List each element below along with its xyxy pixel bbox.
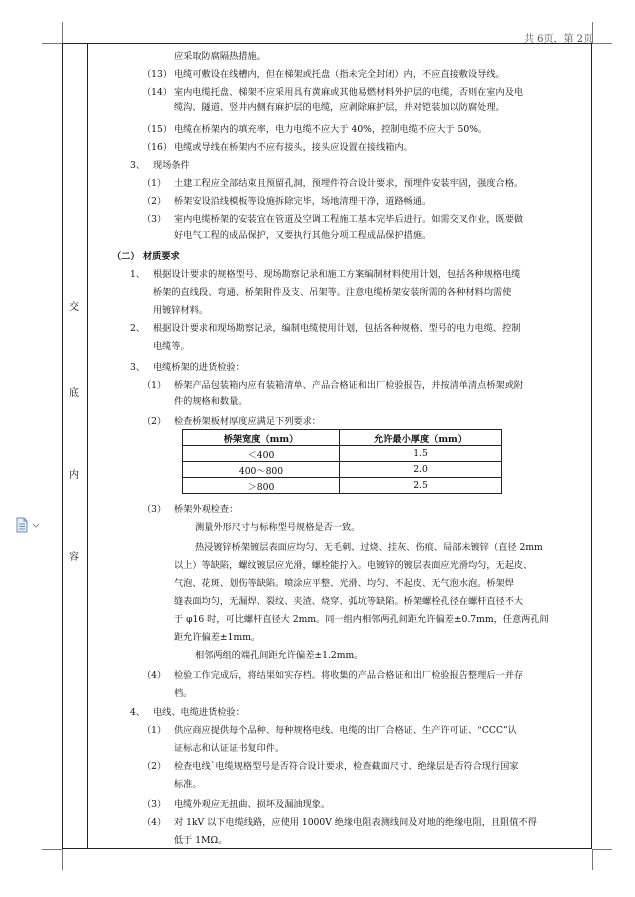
item-number: 1、 — [130, 269, 146, 280]
table-header-cell: 桥架宽度（mm） — [183, 430, 340, 446]
side-label-char: 内 — [69, 470, 79, 481]
text-line: 检查电线`电缆规格型号是否符合设计要求，检查截面尺寸、绝缘层是否符合现行国家 — [174, 761, 519, 772]
text-line: 相邻两组的端孔间距允许偏差±1.2mm。 — [195, 650, 364, 661]
item-number: 4、 — [130, 707, 146, 718]
table-cell: ＞800 — [183, 478, 340, 494]
item-number: （1） — [142, 725, 167, 736]
text-line: 桥架产品包装箱内应有装箱清单、产品合格证和出厂检验报告，并按清单清点桥架或附 — [174, 380, 524, 391]
text-line: 电缆在桥架内的填充率，电力电缆不应大于 40%，控制电缆不应大于 50%。 — [174, 124, 488, 135]
crop-mark-top-right-h — [592, 43, 612, 44]
side-label-char: 交 — [69, 302, 79, 313]
crop-mark-top-left-h — [42, 43, 62, 44]
text-line: 以上）等缺陷，螺纹镀层应光滑，螺栓能拧入。电镀锌的镀层表面应光滑均匀，无起皮、 — [174, 560, 533, 571]
text-line: 标准。 — [174, 779, 202, 790]
item-number: （13） — [142, 69, 173, 80]
item-number: 3、 — [130, 160, 146, 171]
thickness-table — [182, 429, 502, 494]
table-header-cell: 允许最小厚度（mm） — [340, 430, 502, 446]
text-line: 电缆桥架的进货检验： — [153, 362, 245, 373]
item-number: （二） — [112, 251, 140, 262]
text-line: 证标志和认证证书复印件。 — [174, 743, 285, 754]
table-cell: 2.5 — [340, 478, 502, 494]
text-line: 距允许偏差±1mm。 — [174, 632, 261, 643]
text-line: 材质要求 — [143, 251, 180, 262]
text-line: 应采取防腐隔热措施。 — [174, 51, 266, 62]
text-line: 电线、电缆进货检验： — [153, 707, 245, 718]
item-number: （3） — [142, 504, 167, 515]
item-number: （15） — [142, 124, 173, 135]
text-line: 测量外形尺寸与标称型号规格是否一致。 — [195, 522, 361, 533]
text-line: 供应商应提供每个品种、每种规格电线、电缆的出厂合格证、生产许可证、“CCC”认 — [174, 725, 517, 736]
item-number: （2） — [142, 416, 167, 427]
item-number: （1） — [142, 178, 167, 189]
document-icon[interactable] — [16, 517, 42, 533]
crop-mark-bottom-right-h — [592, 849, 612, 850]
item-number: （14） — [142, 87, 173, 98]
text-line: 气泡、花斑、划伤等缺陷。喷涂应平整、光滑、均匀、不起皮、无气泡水泡。桥架焊 — [174, 578, 514, 589]
text-line: 热浸镀锌桥架镀层表面应均匀、无毛刺、过烧、挂灰、伤痕、局部未镀锌（直径 2mm — [195, 542, 543, 553]
text-line: 对 1kV 以下电缆线路，应使用 1000V 绝缘电阻表测线间及对地的绝缘电阻，且阻值不得 — [174, 817, 537, 828]
page-number: 共 6页，第 2页 — [523, 34, 593, 45]
item-number: （3） — [142, 799, 167, 810]
text-line: 电缆外观应无扭曲、损坏及漏油现象。 — [174, 799, 331, 810]
text-line: 检验工作完成后，将结果如实存档。将收集的产品合格证和出厂检验报告整理后一并存 — [174, 670, 524, 681]
table-row — [183, 462, 502, 478]
item-number: （4） — [142, 817, 167, 828]
side-column-divider — [87, 44, 88, 848]
item-number: 2、 — [130, 323, 146, 334]
item-number: （2） — [142, 761, 167, 772]
side-label-char: 容 — [69, 552, 79, 563]
table-header-row — [183, 430, 502, 446]
text-line: 件的规格和数量。 — [174, 396, 248, 407]
crop-mark-top-left-v — [62, 22, 63, 43]
item-number: （2） — [142, 196, 167, 207]
text-line: 根据设计要求和现场勘察记录，编制电缆使用计划，包括各种规格、型号的电力电缆、控制 — [153, 323, 521, 334]
text-line: 室内电缆托盘、梯架不应采用具有黄麻或其他易燃材料外护层的电缆，否则在室内及电 — [174, 87, 524, 98]
text-line: 缝表面均匀，无漏焊、裂纹、夹渣、烧穿、弧坑等缺陷。桥架螺栓孔径在螺杆直径不大 — [174, 596, 524, 607]
text-line: 于 φ16 时，可比螺杆直径大 2mm。同一组内相邻两孔间距允许偏差±0.7mm，任意两孔间 — [174, 614, 549, 625]
text-line: 桥架安设沿线模板等设施拆除完毕，场地清理干净，道路畅通。 — [174, 196, 432, 207]
item-number: （3） — [142, 214, 167, 225]
text-line: 好电气工程的成品保护，又要执行其他分项工程成品保护措施。 — [174, 230, 432, 241]
text-line: 用镀锌材料。 — [153, 305, 209, 316]
crop-mark-bottom-left-v — [62, 849, 63, 870]
crop-mark-bottom-left-h — [42, 849, 62, 850]
side-label-char: 底 — [69, 388, 79, 399]
text-line: 低于 1MΩ。 — [174, 835, 228, 846]
text-line: 桥架的直线段、弯通、桥架附件及支、吊架等。注意电缆桥架安装所需的各种材料均需使 — [153, 287, 512, 298]
text-line: 缆沟、隧道、竖井内侧有麻护层的电缆，应剥除麻护层，并对铠装加以防腐处理。 — [174, 102, 505, 113]
crop-mark-bottom-right-v — [592, 849, 593, 870]
item-number: （16） — [142, 142, 173, 153]
text-line: 电缆等。 — [153, 341, 190, 352]
table-cell: 1.5 — [340, 446, 502, 462]
item-number: 3、 — [130, 362, 146, 373]
text-line: 土建工程应全部结束且预留孔洞，预埋件符合设计要求，预埋件安装牢固，强度合格。 — [174, 178, 524, 189]
text-line: 现场条件 — [153, 160, 190, 171]
text-line: 桥架外观检查： — [174, 504, 239, 515]
table-row — [183, 478, 502, 494]
item-number: （4） — [142, 670, 167, 681]
text-line: 档。 — [174, 688, 193, 699]
table-cell: 400～800 — [183, 462, 340, 478]
text-line: 根据设计要求的规格型号、现场勘察记录和施工方案编制材料使用计划，包括各种规格电缆 — [153, 269, 521, 280]
table-cell: ＜400 — [183, 446, 340, 462]
item-number: （1） — [142, 380, 167, 391]
text-line: 检查桥架板材厚度应满足下列要求： — [174, 416, 321, 427]
table-row — [183, 446, 502, 462]
text-line: 室内电缆桥架的安装宜在管道及空调工程施工基本完毕后进行。如需交叉作业，既要做 — [174, 214, 524, 225]
text-line: 电缆或导线在桥架内不应有接头，接头应设置在接线箱内。 — [174, 142, 413, 153]
text-line: 电缆可敷设在线槽内，但在梯架或托盘（指未完全封闭）内，不应直接敷设导线。 — [174, 69, 505, 80]
table-cell: 2.0 — [340, 462, 502, 478]
